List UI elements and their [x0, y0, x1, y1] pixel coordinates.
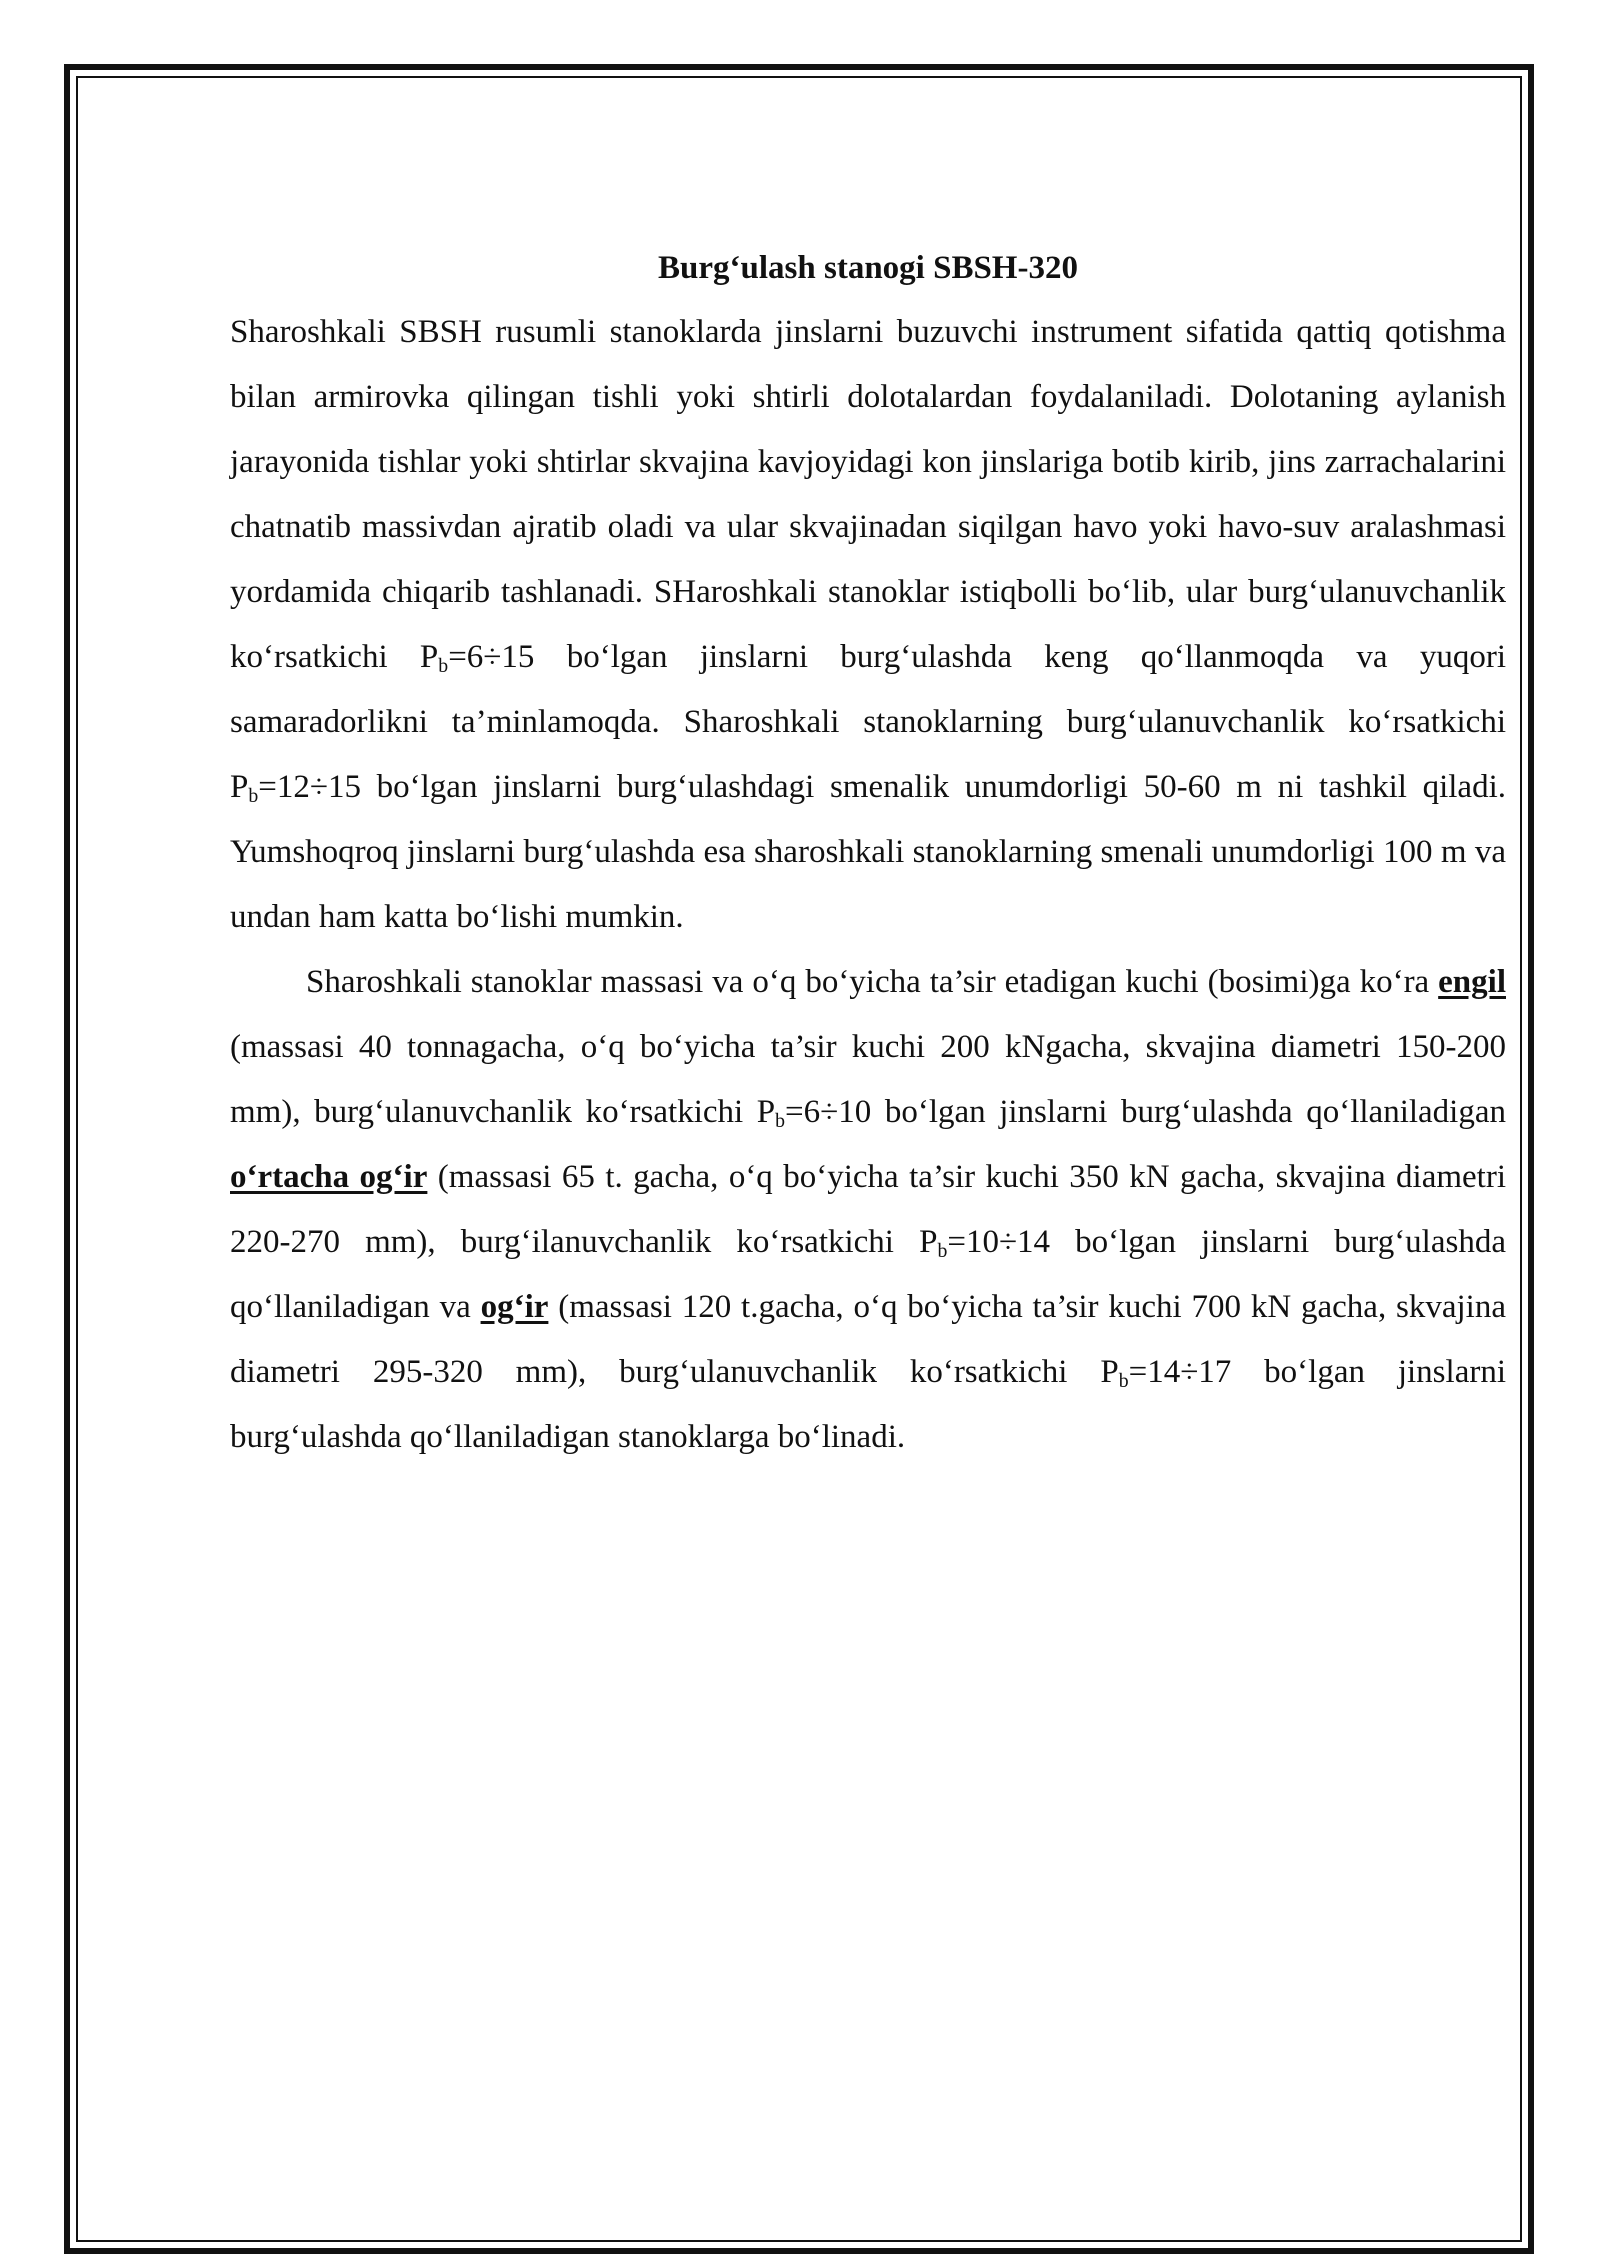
subscript-b: b: [937, 1239, 948, 1262]
document-body: [230, 244, 1506, 1470]
term-ogir: og‘ir: [480, 1289, 549, 1325]
subscript-b: b: [1118, 1369, 1129, 1392]
paragraph-2: [230, 950, 1506, 1470]
paragraph-2-text-e: =10÷14 bo‘lgan jinslarni burg‘ulashda qo‘llaniladigan va: [230, 1224, 1506, 1325]
paragraph-2-text-g: =14÷17 bo‘lgan jinslarni burg‘ulashda qo‘llaniladigan stanoklarga bo‘linadi.: [230, 1354, 1506, 1455]
subscript-b: b: [248, 784, 259, 807]
paragraph-1-text-c: =12÷15 bo‘lgan jinslarni burg‘ulashdagi smenalik unumdorligi 50-60 m ni tashkil qiladi. Yumshoqroq jinslarni burg‘ulashda esa sharoshkali stanoklarning smenali unumdorligi 100 m va undan ham katta bo‘lishi mumkin.: [230, 769, 1506, 935]
subscript-b: b: [775, 1109, 786, 1132]
paragraph-2-text-c: =6÷10 bo‘lgan jinslarni burg‘ulashda qo‘llaniladigan: [785, 1094, 1507, 1130]
paragraph-2-text-b: (massasi 40 tonnagacha, o‘q bo‘yicha ta’sir kuchi 200 kNgacha, skvajina diametri 150-200 mm), burg‘ulanuvchanlik ko‘rsatkichi P: [230, 1029, 1506, 1130]
paragraph-1: [230, 300, 1506, 950]
paragraph-1-text-a: Sharoshkali SBSH rusumli stanoklarda jinslarni buzuvchi instrument sifatida qattiq qotishma bilan armirovka qilingan tishli yoki shtirli dolotalardan foydalaniladi. Dolotaning aylanish jarayonida tishlar yoki shtirlar skvajina kavjoyidagi kon jinslariga botib kirib, jins zarrachalarini chatnatib massivdan ajratib oladi va ular skvajinadan siqilgan havo yoki havo-suv aralashmasi yordamida chiqarib tashlanadi. SHaroshkali stanoklar istiqbolli bo‘lib, ular burg‘ulanuvchanlik ko‘rsatkichi P: [230, 314, 1506, 675]
subscript-b: b: [438, 654, 449, 677]
paragraph-2-text-a: Sharoshkali stanoklar massasi va o‘q bo‘yicha ta’sir etadigan kuchi (bosimi)ga ko‘ra: [306, 964, 1439, 1000]
term-engil: engil: [1438, 964, 1506, 1000]
paragraph-2-text-f: (massasi 120 t.gacha, o‘q bo‘yicha ta’sir kuchi 700 kN gacha, skvajina diametri 295-320 mm), burg‘ulanuvchanlik ko‘rsatkichi P: [230, 1289, 1506, 1390]
paragraph-2-text-d: (massasi 65 t. gacha, o‘q bo‘yicha ta’sir kuchi 350 kN gacha, skvajina diametri 220-270 mm), burg‘ilanuvchanlik ko‘rsatkichi P: [230, 1159, 1506, 1260]
paragraph-1-text-b: =6÷15 bo‘lgan jinslarni burg‘ulashda keng qo‘llanmoqda va yuqori samaradorlikni ta’minlamoqda. Sharoshkali stanoklarning burg‘ulanuvchanlik ko‘rsatkichi P: [230, 639, 1506, 805]
document-title: Burg‘ulash stanogi SBSH-320: [658, 250, 1078, 286]
term-ortacha-ogir: o‘rtacha og‘ir: [230, 1159, 428, 1195]
